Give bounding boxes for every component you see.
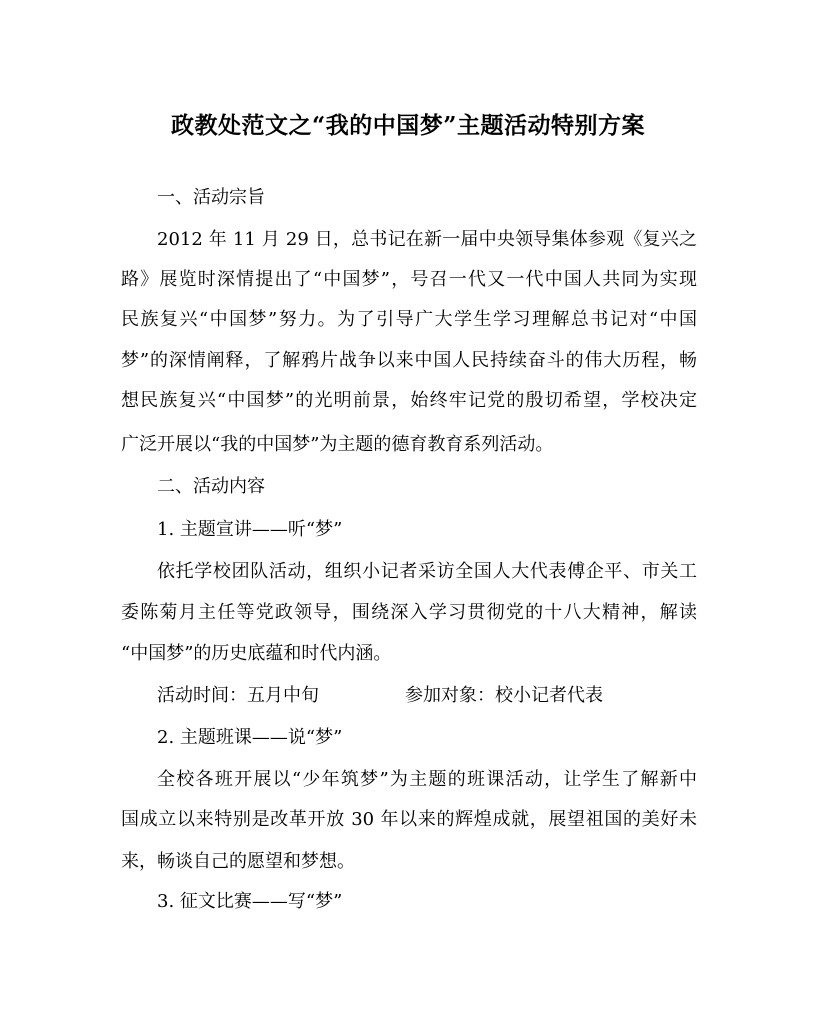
section-heading-content: 二、活动内容 (157, 476, 265, 497)
paragraph-line: 依托学校团队活动，组织小记者采访全国人大代表傅企平、市关工 (157, 561, 697, 582)
paragraph-line: 委陈菊月主任等党政领导，围绕深入学习贯彻党的十八大精神，解读 (121, 602, 697, 623)
activity-time: 活动时间：五月中旬 (157, 685, 319, 706)
document-title: 政教处范文之“我的中国梦”主题活动特别方案 (171, 112, 645, 139)
paragraph-line: 来，畅谈自己的愿望和梦想。 (121, 851, 355, 872)
paragraph-line: 民族复兴“中国梦”努力。为了引导广大学生学习理解总书记对“中国 (121, 309, 697, 330)
item-heading-1: 1. 主题宣讲——听“梦” (157, 519, 343, 540)
item-heading-2: 2. 主题班课——说“梦” (157, 727, 343, 748)
activity-info-row (157, 684, 603, 708)
paragraph-line: 全校各班开展以“少年筑梦”为主题的班课活动，让学生了解新中 (157, 769, 697, 790)
paragraph-line: 路》展览时深情提出了“中国梦”，号召一代又一代中国人共同为实现 (121, 269, 697, 290)
paragraph-line: “中国梦”的历史底蕴和时代内涵。 (121, 643, 392, 664)
section-heading-purpose: 一、活动宗旨 (157, 187, 265, 208)
paragraph-line: 广泛开展以“我的中国梦”为主题的德育教育系列活动。 (121, 434, 554, 455)
item-heading-3: 3. 征文比赛——写“梦” (157, 891, 343, 912)
activity-audience: 参加对象：校小记者代表 (405, 685, 603, 706)
paragraph-line: 想民族复兴“中国梦”的光明前景，始终牢记党的殷切希望，学校决定 (121, 390, 697, 411)
paragraph-line: 2012 年 11 月 29 日，总书记在新一届中央领导集体参观《复兴之 (157, 229, 697, 250)
paragraph-line: 梦”的深情阐释，了解鸦片战争以来中国人民持续奋斗的伟大历程，畅 (121, 350, 697, 371)
paragraph-line: 国成立以来特别是改革开放 30 年以来的辉煌成就，展望祖国的美好未 (121, 809, 697, 830)
